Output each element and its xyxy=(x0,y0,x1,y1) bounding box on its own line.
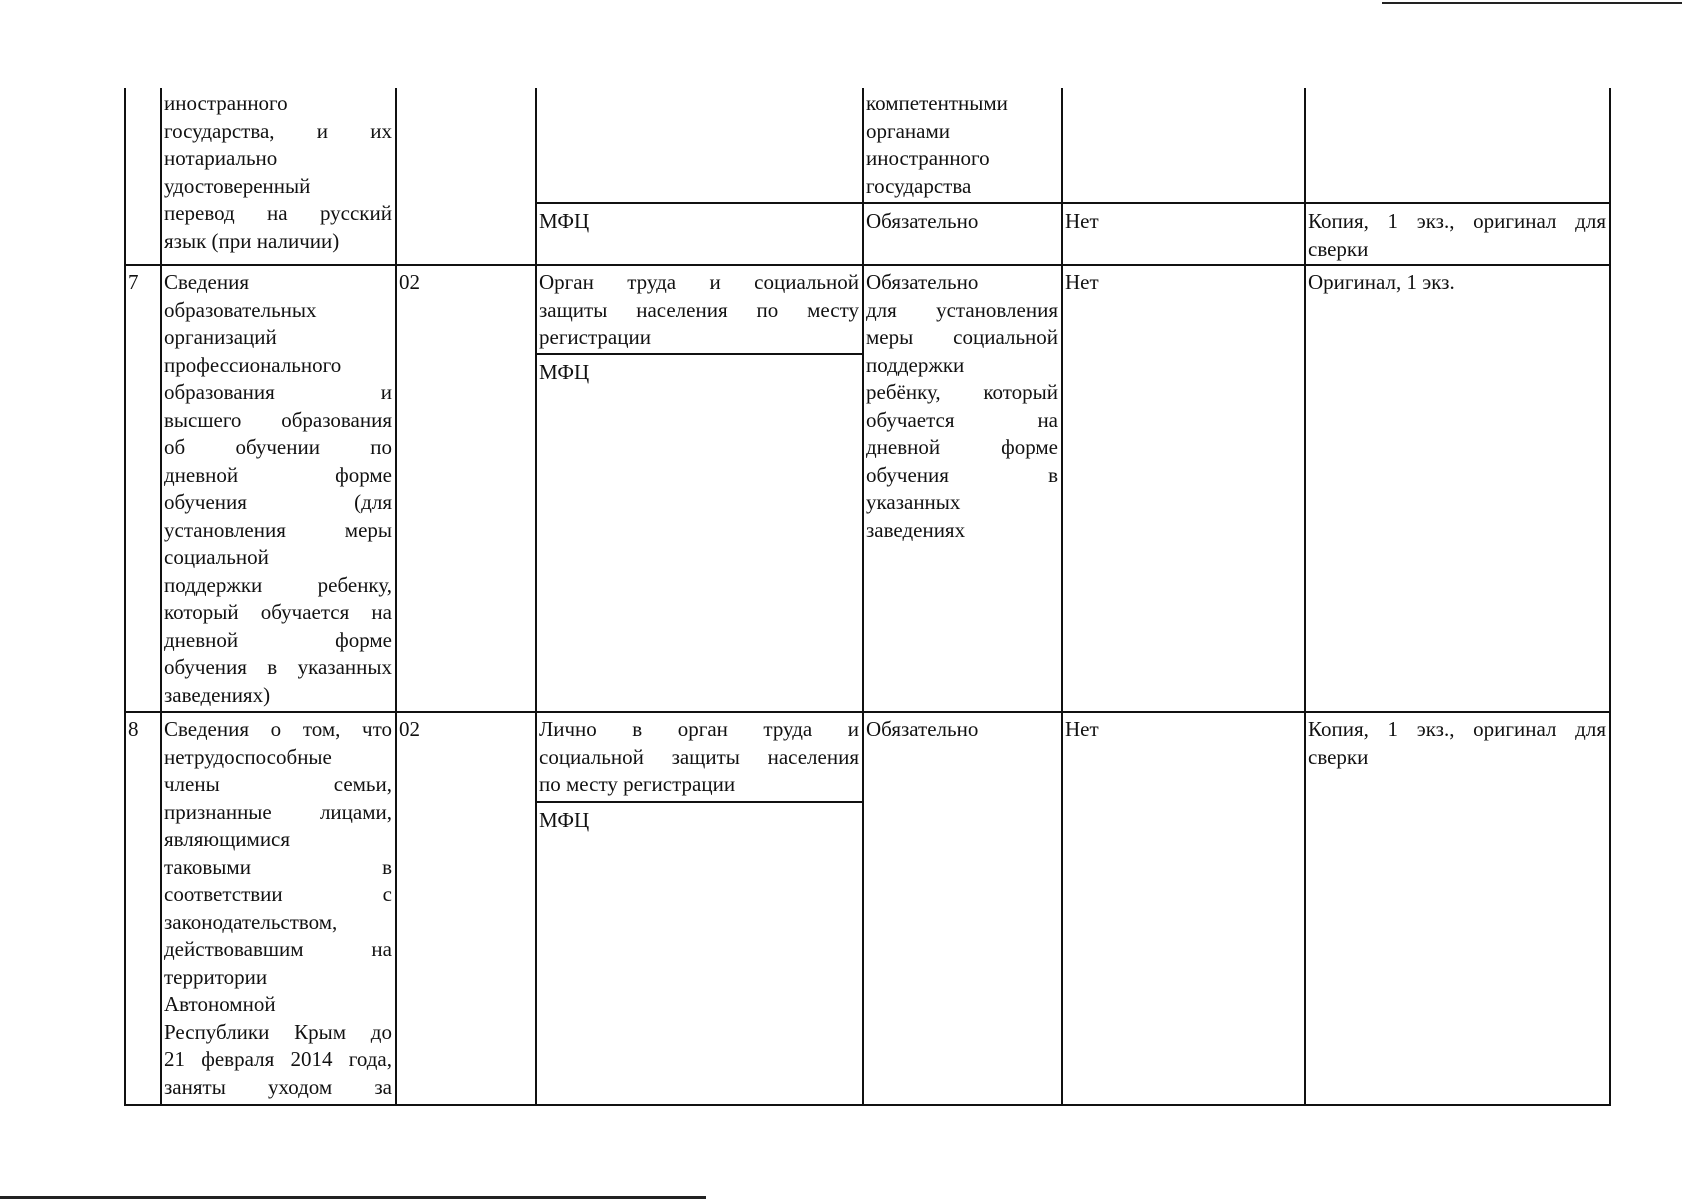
name-line: заняты уходом за xyxy=(164,1074,392,1099)
name-line: являющимися xyxy=(164,827,291,851)
condition-line: меры социальной xyxy=(866,325,1058,349)
where-cell-mfc xyxy=(536,805,862,835)
where-text: МФЦ xyxy=(539,360,590,384)
form-cell xyxy=(1305,206,1609,263)
condition-line: поддержки xyxy=(866,352,965,377)
table-border-left xyxy=(124,88,126,1105)
approval-text: Нет xyxy=(1065,717,1099,741)
approval-text: Нет xyxy=(1065,270,1099,294)
where-cell xyxy=(536,267,862,352)
approval-text: Нет xyxy=(1065,209,1099,233)
name-line: социальной xyxy=(164,545,269,569)
condition-line: заведениях xyxy=(866,517,966,542)
condition-line: органами xyxy=(866,118,951,143)
name-line: перевод на русский xyxy=(164,201,392,225)
code-text: 02 xyxy=(399,717,420,741)
name-line: Сведения о том, что xyxy=(164,717,392,741)
form-line: Копия, 1 экз., оригинал для xyxy=(1308,717,1606,741)
condition-line: обучается на xyxy=(866,407,1058,432)
where-line: Лично в орган труда и xyxy=(539,717,859,741)
name-line: нотариально xyxy=(164,146,278,170)
name-line: поддержки ребенку, xyxy=(164,572,392,597)
approval-cell xyxy=(1062,206,1304,236)
name-line: действовавшим на xyxy=(164,937,392,961)
header-rule xyxy=(1382,2,1682,4)
code-text: 02 xyxy=(399,270,420,294)
row-divider xyxy=(124,711,1611,713)
name-line: заведениях) xyxy=(164,682,271,707)
form-cell xyxy=(1305,714,1609,771)
form-text: Оригинал, 1 экз. xyxy=(1308,270,1455,294)
condition-line: указанных xyxy=(866,490,961,514)
column-divider xyxy=(535,88,537,1105)
name-line: дневной форме xyxy=(164,627,392,652)
form-cell xyxy=(1305,267,1609,297)
condition-cell xyxy=(863,267,1061,544)
name-line: организаций xyxy=(164,325,277,349)
name-line: дневной форме xyxy=(164,462,392,487)
name-cell xyxy=(161,714,395,1101)
column-divider xyxy=(395,88,397,1105)
where-text: МФЦ xyxy=(539,209,590,233)
approval-cell xyxy=(1062,714,1304,744)
code-cell xyxy=(396,714,535,744)
row-number xyxy=(125,714,160,744)
form-line: Копия, 1 экз., оригинал для xyxy=(1308,209,1606,233)
name-line: государства, и их xyxy=(164,118,392,143)
where-line: защиты населения по месту xyxy=(539,297,859,322)
condition-line: Обязательно xyxy=(866,270,979,294)
column-divider xyxy=(1061,88,1063,1105)
column-divider xyxy=(862,88,864,1105)
where-cell xyxy=(536,714,862,799)
where-line: социальной защиты населения xyxy=(539,744,859,769)
name-line: таковыми в xyxy=(164,854,392,879)
name-line: иностранного xyxy=(164,91,288,115)
name-line: установления меры xyxy=(164,517,392,542)
form-line: сверки xyxy=(1308,236,1369,261)
name-line: Республики Крым до xyxy=(164,1019,392,1044)
name-line: территории xyxy=(164,964,268,989)
table-row-continued xyxy=(161,88,395,255)
condition-line: дневной форме xyxy=(866,435,1058,459)
where-line: по месту регистрации xyxy=(539,772,736,796)
name-line: нетрудоспособные xyxy=(164,744,332,769)
name-line: образования и xyxy=(164,380,392,404)
table-border-bottom xyxy=(124,1104,1611,1106)
sub-row-divider xyxy=(535,801,862,803)
name-line: Автономной xyxy=(164,992,276,1016)
name-line: соответствии с xyxy=(164,882,392,906)
name-line: удостоверенный xyxy=(164,173,311,198)
sub-row-divider xyxy=(535,353,862,355)
name-line: высшего образования xyxy=(164,407,392,432)
table-border-right xyxy=(1609,88,1611,1105)
approval-cell xyxy=(1062,267,1304,297)
condition-line: ребёнку, который xyxy=(866,380,1058,404)
name-line: признанные лицами, xyxy=(164,799,392,824)
condition-cell xyxy=(863,88,1061,200)
row-divider xyxy=(124,264,1611,266)
row-number-text: 7 xyxy=(128,270,139,294)
where-line: регистрации xyxy=(539,325,651,349)
condition-line: государства xyxy=(866,173,972,198)
condition-line: обучения в xyxy=(866,462,1058,487)
name-line: законодательством, xyxy=(164,909,338,934)
condition-cell xyxy=(863,206,1061,236)
name-line: члены семьи, xyxy=(164,772,392,796)
row-number-text: 8 xyxy=(128,717,139,741)
where-cell xyxy=(536,206,862,236)
where-cell-mfc xyxy=(536,357,862,387)
name-line: обучения в указанных xyxy=(164,655,392,679)
name-line: Сведения xyxy=(164,270,249,294)
condition-line: компетентными xyxy=(866,91,1008,115)
form-line: сверки xyxy=(1308,744,1369,769)
condition-text: Обязательно xyxy=(866,717,979,741)
name-line: профессионального xyxy=(164,352,342,377)
name-line: который обучается на xyxy=(164,600,392,624)
condition-text: Обязательно xyxy=(866,209,979,233)
sub-row-divider xyxy=(535,202,1611,204)
name-line: язык (при наличии) xyxy=(164,228,340,253)
name-line: обучения (для xyxy=(164,490,392,514)
condition-line: иностранного xyxy=(866,146,990,170)
footer-rule xyxy=(0,1196,706,1199)
row-number xyxy=(125,267,160,297)
where-text: МФЦ xyxy=(539,808,590,832)
name-line: об обучении по xyxy=(164,435,392,459)
name-line: 21 февраля 2014 года, xyxy=(164,1047,392,1071)
name-cell xyxy=(161,267,395,709)
condition-line: для установления xyxy=(866,297,1058,322)
where-line: Орган труда и социальной xyxy=(539,270,859,294)
name-line: образовательных xyxy=(164,297,317,322)
condition-cell xyxy=(863,714,1061,744)
code-cell xyxy=(396,267,535,297)
